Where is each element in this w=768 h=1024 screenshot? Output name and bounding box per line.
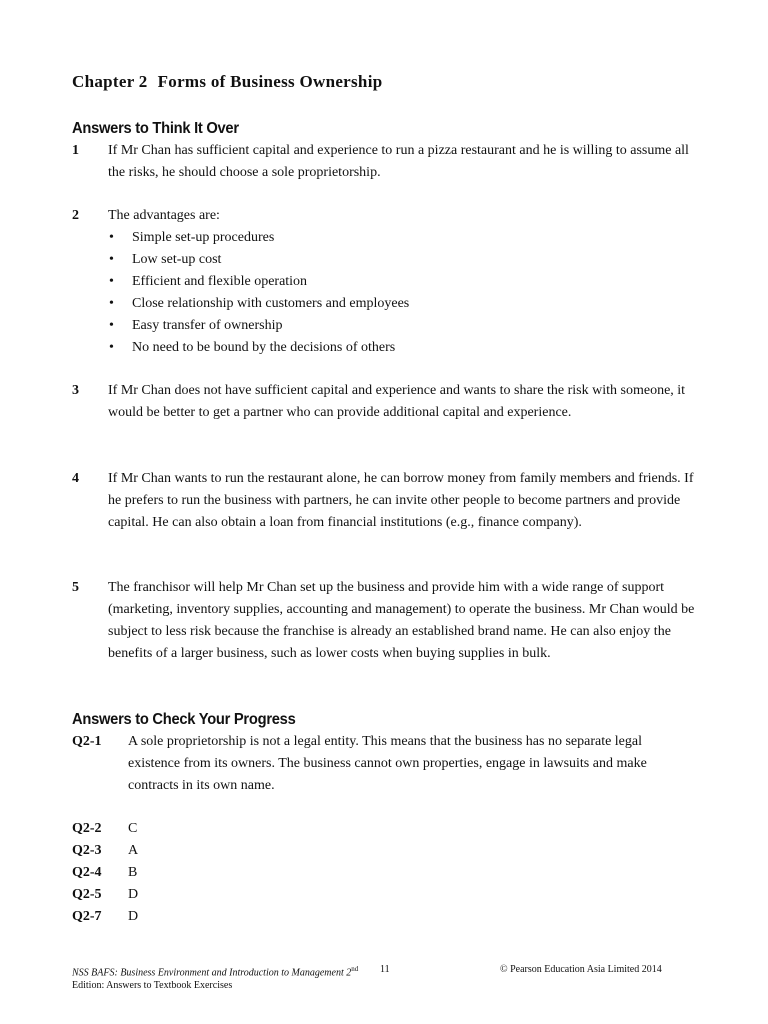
question-number: Q2-3 xyxy=(72,843,102,858)
footer-superscript: nd xyxy=(351,965,359,973)
answer-item xyxy=(72,140,697,184)
answer-text: The advantages are: xyxy=(108,208,220,223)
answer-number: 2 xyxy=(72,208,79,223)
footer-book-name: NSS BAFS: Business Environment and Introduction to Management 2 xyxy=(72,967,352,979)
list-item: • Low set-up cost xyxy=(108,249,697,271)
progress-item xyxy=(72,906,697,928)
chapter-title xyxy=(72,72,382,92)
page-number: 11 xyxy=(380,964,390,975)
answer-number: 5 xyxy=(72,580,79,595)
answer-item xyxy=(72,468,697,534)
question-answer: C xyxy=(128,821,138,836)
answer-text: If Mr Chan wants to run the restaurant alone, he can borrow money from family members and friends. If he prefers to run the business with partners, he can invite other people to become partners and provide capital. He can also obtain a loan from financial institutions (e.g., finance company). xyxy=(108,471,694,530)
footer-book-title xyxy=(72,963,372,992)
list-item: • Close relationship with customers and employees xyxy=(108,293,697,315)
list-item: • No need to be bound by the decisions of others xyxy=(108,337,697,359)
list-item: • Easy transfer of ownership xyxy=(108,315,697,337)
question-answer: A sole proprietorship is not a legal entity. This means that the business has no separate legal existence from its owners. The business cannot own properties, engage in lawsuits and make contracts in its own name. xyxy=(128,734,647,793)
list-item: • Simple set-up procedures xyxy=(108,227,697,249)
question-answer: B xyxy=(128,865,138,880)
question-number: Q2-4 xyxy=(72,865,102,880)
answer-number: 1 xyxy=(72,143,79,158)
footer-book-edition: Edition: Answers to Textbook Exercises xyxy=(72,980,233,992)
advantages-list xyxy=(108,227,697,359)
question-number: Q2-2 xyxy=(72,821,102,836)
question-number: Q2-1 xyxy=(72,734,102,749)
chapter-number: Chapter 2 xyxy=(72,72,148,91)
section-heading-think-it-over: Answers to Think It Over xyxy=(72,120,239,137)
answer-item xyxy=(72,577,697,665)
question-number: Q2-7 xyxy=(72,909,102,924)
chapter-name: Forms of Business Ownership xyxy=(157,72,383,91)
progress-item xyxy=(72,862,697,884)
list-item: • Efficient and flexible operation xyxy=(108,271,697,293)
question-answer: D xyxy=(128,909,139,924)
answer-item xyxy=(72,380,697,424)
answer-number: 3 xyxy=(72,383,79,398)
answer-text: The franchisor will help Mr Chan set up the business and provide him with a wide range of support (marketing, inventory supplies, accounting and management) to operate the business. Mr Chan would be subject to less risk because the franchise is already an established brand name. He can also enjoy the benefits of a larger business, such as lower costs when buying supplies in bulk. xyxy=(108,580,695,661)
progress-item xyxy=(72,840,697,862)
answer-text: If Mr Chan has sufficient capital and experience to run a pizza restaurant and he is willing to assume all the risks, he should choose a sole proprietorship. xyxy=(108,143,689,180)
answer-number: 4 xyxy=(72,471,79,486)
question-answer: D xyxy=(128,887,139,902)
question-answer: A xyxy=(128,843,139,858)
question-number: Q2-5 xyxy=(72,887,102,902)
progress-item xyxy=(72,884,697,906)
progress-item xyxy=(72,818,697,840)
footer-copyright: © Pearson Education Asia Limited 2014 xyxy=(500,964,662,975)
section-heading-check-progress: Answers to Check Your Progress xyxy=(72,711,296,728)
answer-text: If Mr Chan does not have sufficient capital and experience and wants to share the risk with someone, it would be better to get a partner who can provide additional capital and experience. xyxy=(108,383,686,420)
answer-item xyxy=(72,205,697,359)
progress-item xyxy=(72,731,697,797)
